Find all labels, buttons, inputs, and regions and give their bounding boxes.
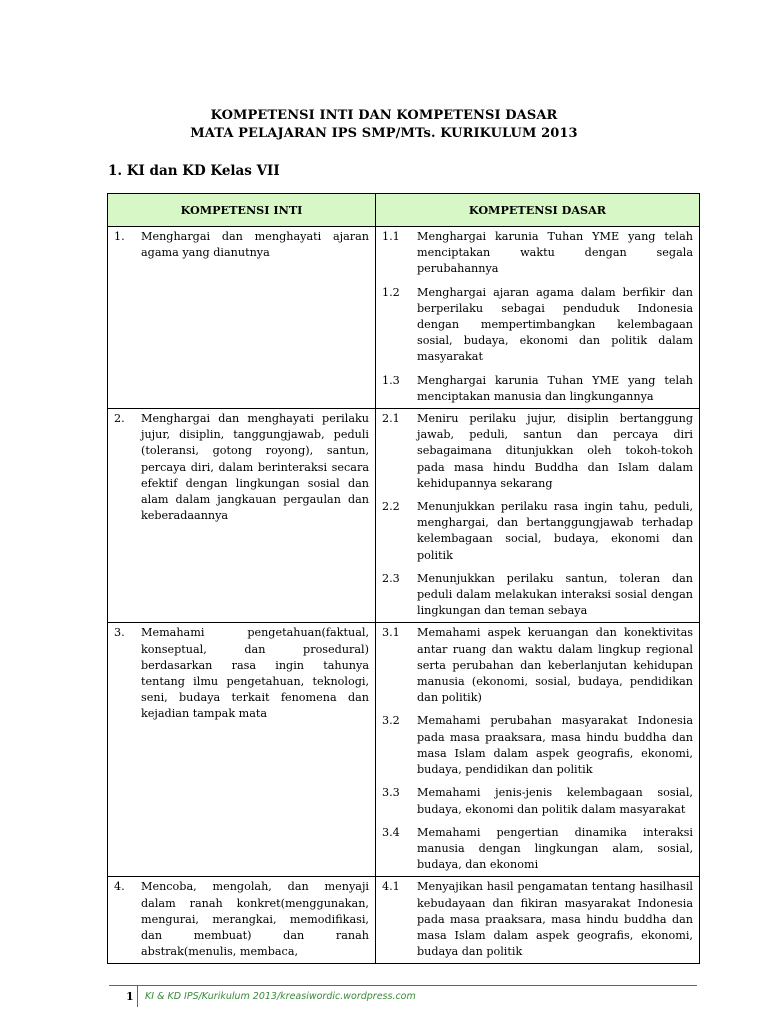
header-kompetensi-dasar: KOMPETENSI DASAR: [376, 194, 700, 227]
kd-number: 1.1: [382, 230, 400, 243]
ki-text: Menghargai dan menghayati perilaku jujur, disiplin, tanggungjawab, peduli (toleransi, gotong royong), santun, percaya diri, dalam berinteraksi secara efektif dengan lingkungan sosial dan alam dalam jangkauan pergaulan dan keberadaannya: [141, 412, 369, 523]
header-kompetensi-inti: KOMPETENSI INTI: [108, 194, 376, 227]
table-row: [108, 877, 700, 964]
kd-text: Menunjukkan perilaku santun, toleran dan peduli dalam melakukan interaksi sosial dengan lingkungan dan teman sebaya: [417, 571, 693, 618]
kd-text: Menyajikan hasil pengamatan tentang hasilhasil kebudayaan dan fikiran masyarakat Indonesia pada masa praaksara, masa hindu buddha dan masa Islam dalam aspek geografis, ekonomi, budaya dan politik: [417, 880, 693, 959]
kd-cell: [376, 623, 700, 877]
ki-cell: [108, 227, 376, 409]
kd-number: 3.1: [382, 626, 400, 640]
kd-item: [382, 785, 693, 817]
ki-cell: [108, 877, 376, 964]
kd-item: [382, 625, 693, 706]
kd-cell: [376, 877, 700, 964]
kd-cell: [376, 227, 700, 409]
table-row: [108, 409, 700, 623]
kd-text: Memahami pengertian dinamika interaksi manusia dengan lingkungan alam, sosial, budaya, dan ekonomi: [417, 825, 693, 872]
kd-text: Meniru perilaku jujur, disiplin bertanggung jawab, peduli, santun dan percaya diri sebagaimana ditunjukkan oleh tokoh-tokoh pada masa hindu Buddha dan Islam dalam kehidupannya sekarang: [417, 412, 693, 490]
ki-number: 1.: [114, 230, 125, 243]
page-number: 1: [126, 990, 134, 1003]
kd-text: Memahami jenis-jenis kelembagaan sosial, budaya, ekonomi dan politik dalam masyarakat: [417, 786, 693, 816]
kd-item: [382, 499, 693, 564]
ki-number: 2.: [114, 412, 125, 426]
kd-text: Memahami aspek keruangan dan konektivitas antar ruang dan waktu dalam lingkup regional serta perubahan dan keberlanjutan kehidupan manusia (ekonomi, sosial, budaya, pendidikan dan politik): [417, 626, 693, 705]
document-subtitle: MATA PELAJARAN IPS SMP/MTs. KURIKULUM 2013: [190, 126, 578, 141]
footer-text: KI & KD IPS/Kurikulum 2013/kreasiwordic.wordpress.com: [145, 991, 416, 1002]
ki-text: Mencoba, mengolah, dan menyaji dalam ranah konkret(menggunakan, mengurai, merangkai, memodifikasi, dan membuat) dan ranah abstrak(menulis, membaca,: [141, 880, 369, 959]
kd-number: 4.1: [382, 880, 400, 894]
kd-number: 3.2: [382, 714, 400, 728]
kd-number: 1.2: [382, 285, 400, 299]
kd-text: Menghargai karunia Tuhan YME yang telah menciptakan manusia dan lingkungannya: [417, 373, 693, 403]
kd-item: [382, 879, 693, 960]
kd-number: 1.3: [382, 373, 400, 387]
kd-item: [382, 285, 693, 366]
document-title: KOMPETENSI INTI DAN KOMPETENSI DASAR: [210, 108, 558, 123]
kd-item: [382, 411, 693, 492]
ki-cell: [108, 623, 376, 877]
footer-separator: [137, 985, 138, 1007]
kd-item: [382, 825, 693, 874]
table-row: [108, 623, 700, 877]
ki-cell: [108, 409, 376, 623]
section-heading: 1. KI dan KD Kelas VII: [108, 163, 280, 179]
ki-number: 4.: [114, 880, 125, 894]
kd-cell: [376, 409, 700, 623]
kd-number: 2.2: [382, 500, 400, 514]
kd-item: [382, 571, 693, 620]
kd-number: 3.3: [382, 786, 400, 800]
kd-item: [382, 373, 693, 405]
kd-text: Menghargai ajaran agama dalam berfikir dan berperilaku sebagai penduduk Indonesia dengan mempertimbangkan kelembagaan sosial, budaya, ekonomi dan politik dalam masyarakat: [417, 285, 693, 364]
footer-divider: [109, 985, 697, 986]
kd-text: Memahami perubahan masyarakat Indonesia pada masa praaksara, masa hindu buddha dan masa Islam dalam aspek geografis, ekonomi, budaya, pendidikan dan politik: [417, 714, 693, 777]
kd-number: 3.4: [382, 825, 400, 839]
ki-number: 3.: [114, 626, 125, 640]
competency-table: [107, 193, 700, 964]
ki-text: Memahami pengetahuan(faktual, konseptual, dan prosedural) berdasarkan rasa ingin tahunya tentang ilmu pengetahuan, teknologi, seni, budaya terkait fenomena dan kejadian tampak mata: [141, 626, 369, 721]
table-row: [108, 227, 700, 409]
kd-number: 2.3: [382, 571, 400, 585]
kd-text: Menunjukkan perilaku rasa ingin tahu, peduli, menghargai, dan bertanggungjawab terhadap kelembagaan social, budaya, ekonomi dan politik: [417, 500, 693, 562]
table-header-row: [108, 194, 700, 227]
kd-item: [382, 229, 693, 278]
kd-number: 2.1: [382, 412, 400, 426]
kd-text: Menghargai karunia Tuhan YME yang telah menciptakan waktu dengan segala perubahannya: [417, 230, 693, 276]
kd-item: [382, 713, 693, 778]
ki-text: Menghargai dan menghayati ajaran agama yang dianutnya: [141, 230, 369, 260]
